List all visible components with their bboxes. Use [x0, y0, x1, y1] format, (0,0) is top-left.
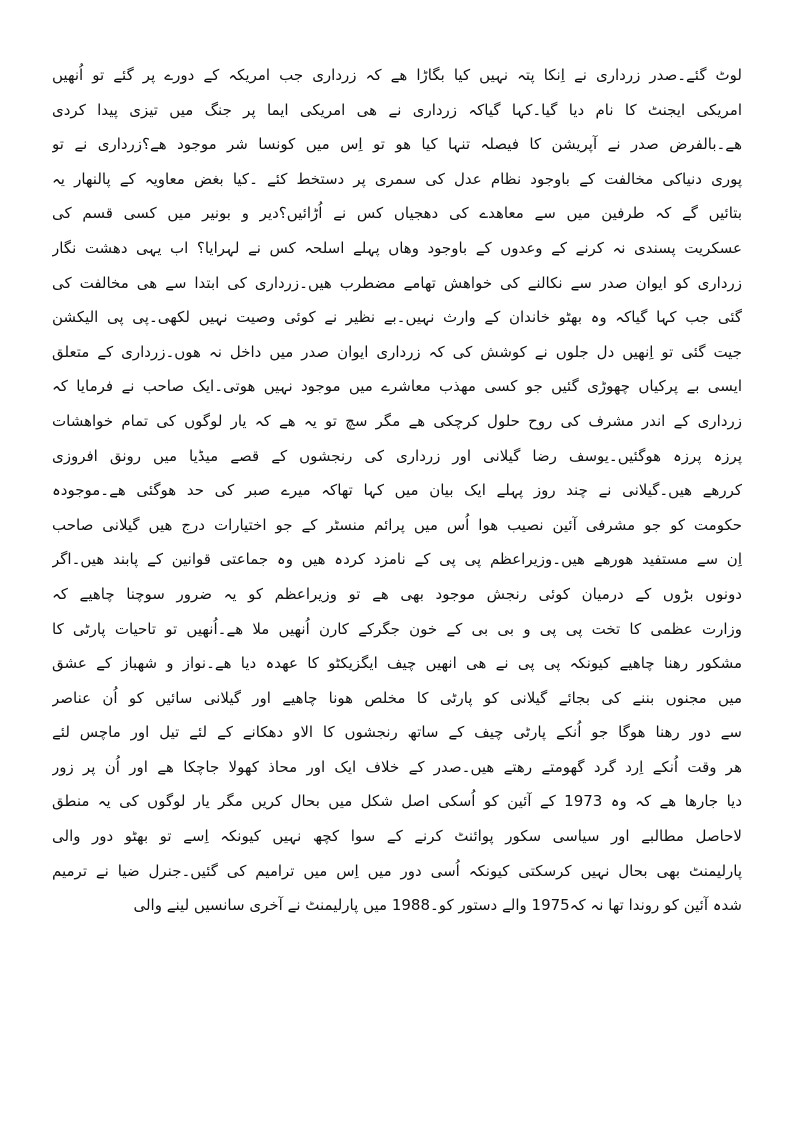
text-line: ھے۔بالفرض صدر نے آپریشن کا فیصلہ تنہا کیا ھو تو اِس میں کونسا شر موجود ھے؟زرداری نے تو [52, 135, 742, 154]
text-line: میں مجنوں بننے کی بجائے گیلانی کو پارٹی کا مخلص ھونا چاھیے اور گیلانی سائیں کو اُن عناصر [52, 688, 742, 707]
article-body [52, 58, 742, 923]
text-line: کررھے ھیں۔گیلانی نے چند روز پہلے ایک بیان میں کہا تھاکہ میرے صبر کی حد ھوگئی ھے۔موجودہ [52, 481, 742, 500]
text-line: پارلیمنٹ بھی بحال نہیں کرسکتی کیونکہ اُسی دور میں اِس میں ترامیم کی گئیں۔جنرل ضیا نے ترمیم [52, 861, 742, 880]
text-line: لاحاصل مطالبے اور سیاسی سکور پوائنٹ کرنے کے سوا کچھ نہیں کیونکہ اِسے تو بھٹو دور والی [52, 827, 742, 846]
text-line: عسکریت پسندی نہ کرنے کے وعدوں کے باوجود وھاں پہلے اسلحہ کس نے لہرایا؟ اب یہی دھشت نگار [52, 238, 742, 257]
text-line: حکومت کو جو مشرفی آئین نصیب ھوا اُس میں پرائم منسٹر کے جو اختیارات درج ھیں گیلانی صاحب [52, 515, 742, 534]
text-line: لوٹ گئے۔صدر زرداری نے اِنکا پتہ نہیں کیا بگاڑا ھے کہ زرداری جب امریکہ کے دورے پر گئے تو اُنھیں [52, 66, 742, 84]
text-line: بتائیں گے کہ طرفین میں سے معاھدے کی دھجیاں کس نے اُڑائیں؟دیر و بونیر میں کسی قسم کی [52, 204, 742, 223]
text-line: سے دور رھنا ھوگا جو اُنکے پارٹی چیف کے ساتھ رنجشوں کا الاو دھکانے کے لئے تیل اور ماچس لئے [52, 723, 742, 742]
text-line: زرداری کے اندر مشرف کی روح حلول کرچکی ھے مگر سچ تو یہ ھے کہ یار لوگوں کی تمام خواھشات [52, 411, 742, 430]
text-line: دونوں بڑوں کے درمیان کوئی رنجش موجود بھی ھے تو وزیراعظم کو یہ ضرور سوچنا چاھیے کہ [52, 584, 742, 603]
text-line: ھر وقت اُنکے اِرد گرد گھومتے رھتے ھیں۔صدر کے خلاف ایک اور محاذ کھولا جاچکا ھے اور اُن پر زور [52, 757, 742, 776]
text-line: امریکی ایجنٹ کا نام دیا گیا۔کہا گیاکہ زرداری نے ھی امریکی ایما پر جنگ میں تیزی پیدا کردی [52, 100, 742, 119]
text-line: پوری دنیاکی مخالفت کے باوجود نظام عدل کی سمری پر دستخط کئے ۔کیا بغض معاویہ کے پالنھار یہ [52, 169, 742, 188]
text-line: دیا جارھا ھے کہ وہ 1973 کے آئین کو اُسکی اصل شکل میں بحال کریں مگر یار لوگوں کی یہ منطق [52, 792, 742, 811]
text-line: گئی جب کہا گیاکہ وہ بھٹو خاندان کے وارث نہیں۔بے نظیر نے کوئی وصیت نہیں لکھی۔پی پی الیکشن [52, 308, 742, 327]
text-line: پرزہ پرزہ ھوگئیں۔یوسف رضا گیلانی اور زرداری کی رنجشوں کے قصے میڈیا میں رونق افروزی [52, 446, 742, 465]
text-line: زرداری کو ایوان صدر سے نکالنے کی خواھش تھامے مضطرب ھیں۔زرداری کی ابتدا سے ھی مخالفت کی [52, 273, 742, 292]
text-line: اِن سے مستفید ھورھے ھیں۔وزیراعظم پی پی کے نامزد کردہ ھیں وہ جماعتی قوانین کے پابند ھیں۔اگر [52, 550, 742, 569]
text-line: ایسی بے پرکیاں چھوڑی گئیں جو کسی مھذب معاشرے میں موجود نہیں ھوتی۔ایک صاحب نے فرمایا کہ [52, 377, 742, 396]
text-line: مشکور رھنا چاھیے کیونکہ پی پی نے ھی انھیں چیف ایگزیکٹو کا عھدہ دیا ھے۔نواز و شھباز کے عشق [52, 654, 742, 673]
text-line: شدہ آئین کو روندا تھا نہ کہ1975 والے دستور کو۔1988 میں پارلیمنٹ نے آخری سانسیں لینے والی [133, 896, 742, 915]
text-line: وزارت عظمی کا تخت پی پی و بی بی کے خون جگرکے کارن اُنھیں ملا ھے۔اُنھیں تو تاحیات پارٹی کا [52, 619, 742, 638]
text-line: جیت گئی تو اِنھیں دل جلوں نے کوشش کی کہ زرداری ایوان صدر میں داخل نہ ھوں۔زرداری کے متعلق [52, 342, 742, 361]
